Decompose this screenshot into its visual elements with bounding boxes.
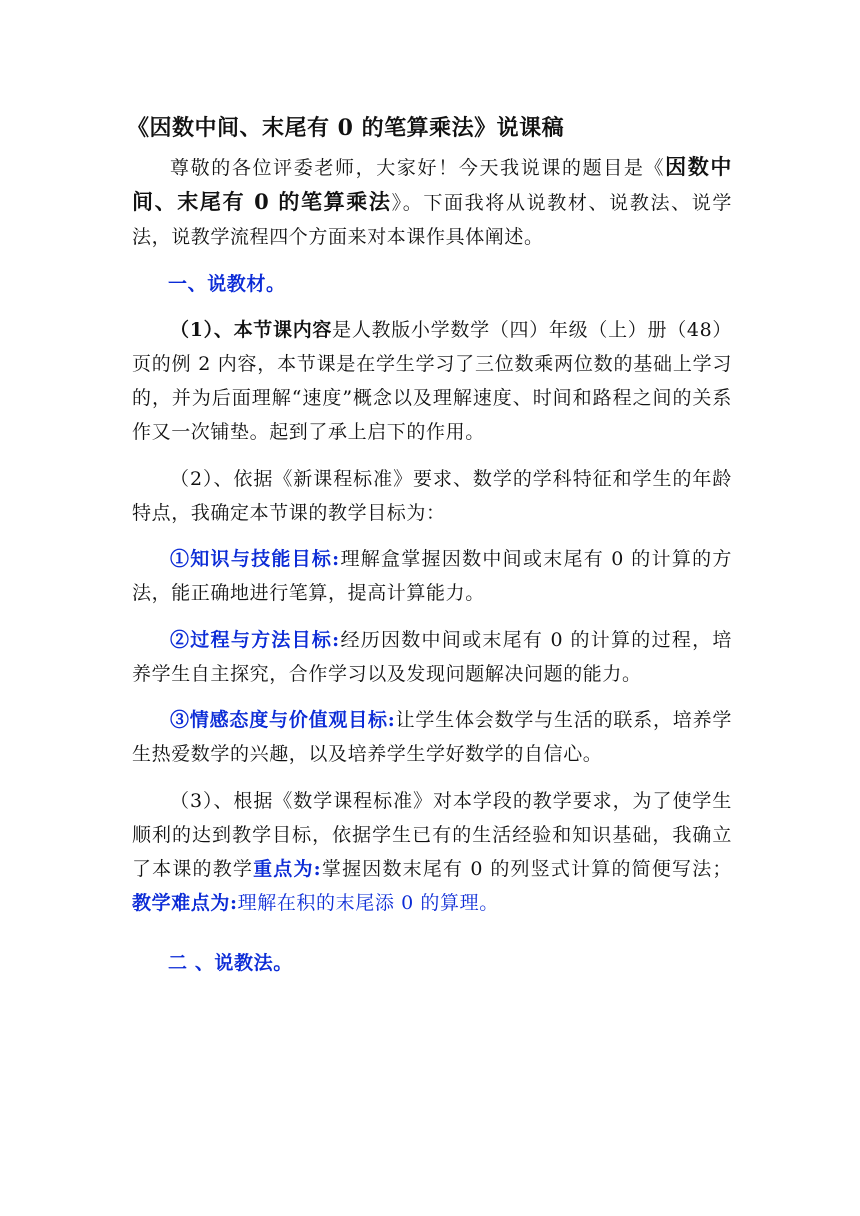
goal-attitude [132,703,732,771]
goal-attitude-label: ③情感态度与价值观目标: [170,709,396,731]
intro-paragraph [132,150,732,254]
goal-attitude-text: 让学生体会数学与生活的联系，培养学生热爱数学的兴趣，以及培养学生学好数学的自信心。 [132,709,732,765]
goal-knowledge [132,542,732,610]
intro-lead: 尊敬的各位评委老师，大家好！今天我说课的题目是《 [170,157,666,179]
section-heading-materials: 一、说教材。 [168,272,286,295]
key-point-label: 重点为: [253,857,322,880]
difficulty-text: 理解在积的末尾添 0 的算理。 [237,891,499,914]
goal-knowledge-label: ①知识与技能目标: [170,548,340,570]
section-heading-methods: 二 、说教法。 [168,951,293,974]
paragraph-content [132,313,732,449]
p1-number: （1）、 [170,319,234,341]
p1-label: 本节课内容 [233,319,333,341]
lesson-name: 因数中间、末尾有 0 的笔算乘法 [132,154,732,214]
p1-text: 是人教版小学数学（四）年级（上）册（48）页的例 2 内容，本节课是在学生学习了三位数乘两位数的基础上学习的，并为后面理解“速度”概念以及理解速度、时间和路程之间的关系作又一次铺垫。起到了承上启下的作用。 [132,319,732,443]
document-title: 《因数中间、末尾有 0 的笔算乘法》说课稿 [127,115,565,141]
difficulty-label: 教学难点为: [132,891,238,914]
paragraph-key-points [132,784,732,920]
goal-process-label: ②过程与方法目标: [170,628,340,651]
paragraph-goals-intro: （2）、依据《新课程标准》要求、数学的学科特征和学生的年龄特点，我确定本节课的教学目标为： [132,467,732,524]
key-point-text: 掌握因数末尾有 0 的列竖式计算的简便写法； [321,857,732,880]
intro-rest: 》。下面我将从说教材、说教法、说学法，说教学流程四个方面来对本课作具体阐述。 [132,192,732,248]
p3-text: （3）、根据《数学课程标准》对本学段的教学要求，为了使学生顺利的达到教学目标，依据学生已有的生活经验和知识基础，我确立了本课的教学 [132,789,732,880]
goal-knowledge-text: 理解盒掌握因数中间或末尾有 0 的计算的方法，能正确地进行笔算，提高计算能力。 [132,548,732,604]
goal-process [132,623,732,691]
document-page [127,108,732,980]
goal-process-text: 经历因数中间或末尾有 0 的计算的过程，培养学生自主探究，合作学习以及发现问题解决问题的能力。 [132,628,732,685]
